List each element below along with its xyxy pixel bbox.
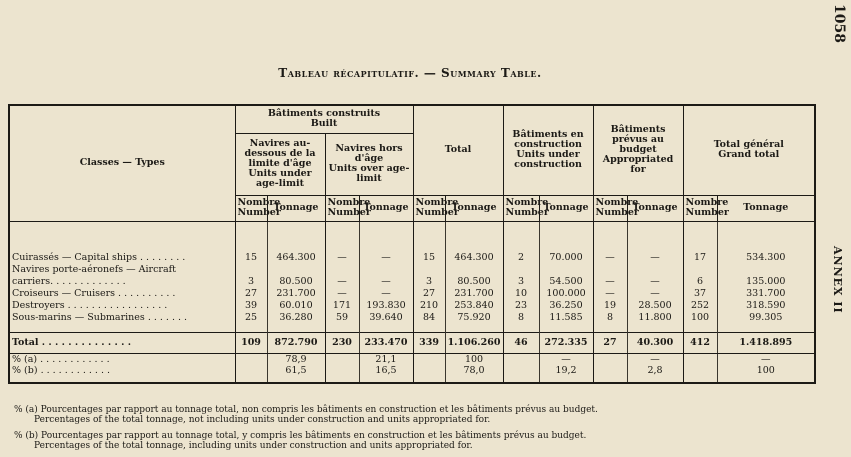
table-cell: 3 [235, 276, 267, 288]
table-cell: — [627, 353, 683, 365]
header-budget-en: Appropriated for [602, 154, 674, 176]
header-construction-en: Units under construction [514, 149, 582, 171]
table-cell: 75.920 [445, 312, 503, 324]
table-cell [325, 264, 359, 276]
subheader-number-label: Number [415, 207, 459, 218]
table-cell: 27 [235, 288, 267, 300]
spacer-cell [235, 324, 267, 333]
table-cell: — [593, 252, 627, 264]
spacer-cell [627, 324, 683, 333]
table-cell: 1.106.260 [445, 332, 503, 353]
spacer-cell [413, 376, 445, 383]
spacer-cell [539, 324, 593, 333]
row-label [9, 276, 235, 288]
table-cell: 16,5 [359, 365, 413, 376]
header-built-fr: Bâtiments construits [267, 108, 381, 120]
subheader-tonnage: Tonnage [717, 195, 815, 221]
footnote-b-fr: % (b) Pourcentages par rapport au tonnage total, y compris les bâtiments en construction et les bâtiments prévus au budget. [14, 431, 587, 441]
table-cell: 70.000 [539, 252, 593, 264]
table-cell: 15 [235, 252, 267, 264]
table-cell [503, 365, 539, 376]
spacer-cell [717, 221, 815, 252]
row-label [9, 332, 235, 353]
table-cell: 19,2 [539, 365, 593, 376]
table-cell [235, 353, 267, 365]
header-grand-fr: Total général [713, 139, 784, 151]
header-under-age-fr: Navires au-dessous de la limite d'âge [244, 138, 316, 169]
header-classes: Classes — Types [9, 105, 235, 221]
table-cell: — [325, 252, 359, 264]
table-cell: 135.000 [717, 276, 815, 288]
table-cell [413, 353, 445, 365]
table-cell: 61,5 [267, 365, 325, 376]
table-cell: — [325, 276, 359, 288]
subheader-number [325, 195, 371, 221]
header-construction-fr: Bâtiments en construction [512, 129, 584, 151]
table-cell: 3 [413, 276, 445, 288]
table-cell [503, 353, 539, 365]
spacer-cell [503, 376, 539, 383]
row-label-text: Total [12, 336, 39, 348]
table-cell: 412 [683, 332, 717, 353]
table-cell: 534.300 [717, 252, 815, 264]
spacer-cell [503, 324, 539, 333]
spacer-cell [445, 376, 503, 383]
table-row [9, 353, 815, 365]
footnote-a-en: Percentages of the total tonnage, not including units under construction and units appropriated for. [34, 415, 491, 425]
header-grand-total [683, 105, 815, 195]
subheader-nombre-label: Nombre [327, 197, 371, 208]
row-label-leader: . . . . . . . . [137, 251, 186, 263]
table-cell [683, 365, 717, 376]
subheader-nombre-label: Nombre [685, 197, 729, 208]
annex-label: ANNEX II [831, 246, 844, 314]
header-construction [503, 105, 593, 195]
spacer-cell [539, 376, 593, 383]
row-label-leader: . . . . . . . [144, 311, 188, 323]
subheader-tonnage: Tonnage [627, 195, 683, 221]
subheader-number [503, 195, 549, 221]
subheader-number [593, 195, 639, 221]
table-cell: 210 [413, 300, 445, 312]
spacer-cell [717, 324, 815, 333]
header-over-age-en: Units over age-limit [328, 163, 410, 184]
table-cell: 78,0 [445, 365, 503, 376]
table-cell [683, 264, 717, 276]
spacer-cell [235, 221, 267, 252]
table-cell [539, 264, 593, 276]
table-cell: — [627, 276, 683, 288]
table-cell [593, 353, 627, 365]
table-cell: 10 [503, 288, 539, 300]
table-cell: 252 [683, 300, 717, 312]
table-cell: 253.840 [445, 300, 503, 312]
subheader-number-label: Number [237, 207, 281, 218]
spacer-cell [267, 221, 325, 252]
footnote-a-fr: % (a) Pourcentages par rapport au tonnage total, non compris les bâtiments en construction et les bâtiments prévus au budget. [14, 405, 598, 415]
row-label-leader: . . . . . . . . . . . . . . . . . [64, 299, 168, 311]
spacer-cell [445, 221, 503, 252]
spacer-cell [627, 221, 683, 252]
table-cell: 171 [325, 300, 359, 312]
table-cell: 27 [593, 332, 627, 353]
spacer-cell [9, 221, 235, 252]
row-label-text: Sous-marins — Submarines [12, 311, 145, 323]
table-cell: 464.300 [267, 252, 325, 264]
table-cell: 100 [445, 353, 503, 365]
table-cell [325, 353, 359, 365]
table-cell [413, 365, 445, 376]
table-row [9, 288, 815, 300]
table-cell: 6 [683, 276, 717, 288]
subheader-tonnage: Tonnage [359, 195, 413, 221]
footnote-b-en: Percentages of the total tonnage, including units under construction and units appropriated for. [34, 441, 473, 451]
table-cell: 331.700 [717, 288, 815, 300]
table-cell: 21,1 [359, 353, 413, 365]
table-row [9, 264, 815, 276]
footnote-a [14, 405, 814, 425]
table-cell: 37 [683, 288, 717, 300]
footnotes [14, 405, 814, 457]
table-cell: 23 [503, 300, 539, 312]
table-cell [503, 264, 539, 276]
table-cell: 36.250 [539, 300, 593, 312]
table-row [9, 252, 815, 264]
table-cell: 99.305 [717, 312, 815, 324]
table-cell [267, 264, 325, 276]
table-cell: — [539, 353, 593, 365]
subheader-number [413, 195, 459, 221]
table-cell [717, 264, 815, 276]
spacer-cell [593, 324, 627, 333]
subheader-tonnage: Tonnage [539, 195, 593, 221]
spacer-cell [683, 376, 717, 383]
header-under-age [235, 133, 325, 195]
table-cell: 872.790 [267, 332, 325, 353]
header-budget [593, 105, 683, 195]
subheader-nombre-label: Nombre [595, 197, 639, 208]
row-label [9, 288, 235, 300]
row-label-text: Destroyers [12, 299, 65, 311]
header-grand-en: Grand total [718, 149, 780, 161]
subheader-number-label: Number [595, 207, 639, 218]
row-label-text: % (b) [12, 364, 38, 376]
spacer-cell [539, 221, 593, 252]
table-cell: 1.418.895 [717, 332, 815, 353]
subheader-number [235, 195, 281, 221]
spacer-row [9, 221, 815, 252]
table-title: Tableau récapitulatif. — Summary Table. [278, 66, 542, 80]
row-label-leader: . . . . . . . . . . . . . [50, 275, 126, 287]
table-cell: 40.300 [627, 332, 683, 353]
spacer-cell [593, 376, 627, 383]
row-label [9, 264, 235, 276]
table-cell: 231.700 [445, 288, 503, 300]
table-cell: 11.585 [539, 312, 593, 324]
table-cell [235, 365, 267, 376]
header-over-age-fr: Navires hors d'âge [335, 143, 403, 164]
table-cell: 8 [593, 312, 627, 324]
row-label [9, 300, 235, 312]
spacer-cell [627, 376, 683, 383]
table-cell: — [325, 288, 359, 300]
table-cell: 109 [235, 332, 267, 353]
table-cell: — [593, 276, 627, 288]
table-cell: 59 [325, 312, 359, 324]
table-cell: 339 [413, 332, 445, 353]
header-built-en: Built [310, 118, 338, 130]
table-cell: 2,8 [627, 365, 683, 376]
table-cell: 36.280 [267, 312, 325, 324]
spacer-cell [413, 221, 445, 252]
spacer-row [9, 376, 815, 383]
table-cell: 8 [503, 312, 539, 324]
table-row [9, 276, 815, 288]
spacer-cell [717, 376, 815, 383]
spacer-cell [325, 221, 359, 252]
table-row [9, 300, 815, 312]
subheader-tonnage: Tonnage [445, 195, 503, 221]
header-total: Total [413, 105, 503, 195]
table-cell [325, 365, 359, 376]
table-cell: 28.500 [627, 300, 683, 312]
table-cell [683, 353, 717, 365]
table-cell: 39 [235, 300, 267, 312]
table-cell: 60.010 [267, 300, 325, 312]
spacer-cell [267, 376, 325, 383]
table-cell: 100 [717, 365, 815, 376]
subheader-number-label: Number [505, 207, 549, 218]
spacer-cell [235, 376, 267, 383]
spacer-cell [325, 376, 359, 383]
row-label [9, 252, 235, 264]
subheader-nombre-label: Nombre [415, 197, 459, 208]
table-cell [235, 264, 267, 276]
spacer-cell [413, 324, 445, 333]
row-label-text: Cuirassés — Capital ships [12, 251, 137, 263]
table-cell: 233.470 [359, 332, 413, 353]
table-cell: 80.500 [267, 276, 325, 288]
table-cell [413, 264, 445, 276]
header-over-age [325, 133, 413, 195]
table-cell: — [717, 353, 815, 365]
table-cell: 100 [683, 312, 717, 324]
table-cell: 231.700 [267, 288, 325, 300]
table-row [9, 312, 815, 324]
spacer-cell [683, 324, 717, 333]
table-cell: 100.000 [539, 288, 593, 300]
row-label-text: carriers [12, 275, 51, 287]
table-cell: 19 [593, 300, 627, 312]
table-cell [627, 264, 683, 276]
table-cell: — [627, 288, 683, 300]
spacer-cell [503, 221, 539, 252]
table-cell: — [359, 288, 413, 300]
table-cell [593, 264, 627, 276]
row-label-leader: . . . . . . . . . . . . [37, 353, 110, 365]
header-budget-fr: Bâtiments prévus au budget [610, 124, 666, 156]
row-label [9, 312, 235, 324]
table-cell: 464.300 [445, 252, 503, 264]
spacer-cell [359, 221, 413, 252]
subheader-number-label: Number [685, 207, 729, 218]
table-cell: 2 [503, 252, 539, 264]
table-row [9, 365, 815, 376]
spacer-row [9, 324, 815, 333]
subheader-number-label: Number [327, 207, 371, 218]
row-label-text: % (a) [12, 353, 38, 365]
spacer-cell [359, 376, 413, 383]
row-label-text: Navires porte-aéronefs — Aircraft [12, 263, 176, 275]
spacer-cell [445, 324, 503, 333]
table-cell: 25 [235, 312, 267, 324]
table-cell: 272.335 [539, 332, 593, 353]
summary-table [8, 104, 816, 384]
table-cell: 3 [503, 276, 539, 288]
table-cell: 17 [683, 252, 717, 264]
subheader-number [683, 195, 729, 221]
row-label [9, 365, 235, 376]
table-cell: 193.830 [359, 300, 413, 312]
spacer-cell [9, 324, 235, 333]
row-label-leader: . . . . . . . . . . . . [37, 364, 111, 376]
table-cell: — [627, 252, 683, 264]
table-row [9, 332, 815, 353]
table-cell: 318.590 [717, 300, 815, 312]
subheader-nombre-label: Nombre [505, 197, 549, 208]
subheader-tonnage: Tonnage [267, 195, 325, 221]
row-label-leader: . . . . . . . . . . . . . . [38, 336, 132, 348]
table-cell: 27 [413, 288, 445, 300]
table-cell [445, 264, 503, 276]
spacer-cell [267, 324, 325, 333]
table-cell: 46 [503, 332, 539, 353]
spacer-cell [593, 221, 627, 252]
table-cell: 80.500 [445, 276, 503, 288]
table-cell: — [359, 252, 413, 264]
spacer-cell [9, 376, 235, 383]
row-label-leader: . . . . . . . . . . [115, 287, 176, 299]
spacer-cell [325, 324, 359, 333]
table-cell: — [359, 276, 413, 288]
header-under-age-en: Units under age-limit [248, 168, 312, 189]
page-number: 1058 [831, 4, 847, 43]
table-cell: 78,9 [267, 353, 325, 365]
spacer-cell [359, 324, 413, 333]
header-built [235, 105, 413, 133]
footnote-b [14, 431, 814, 451]
row-label [9, 353, 235, 365]
table-cell [359, 264, 413, 276]
table-cell: — [593, 288, 627, 300]
table-cell: 54.500 [539, 276, 593, 288]
table-cell: 11.800 [627, 312, 683, 324]
table-cell [593, 365, 627, 376]
table-cell: 15 [413, 252, 445, 264]
spacer-cell [683, 221, 717, 252]
table-cell: 84 [413, 312, 445, 324]
row-label-text: Croiseurs — Cruisers [12, 287, 116, 299]
subheader-nombre-label: Nombre [237, 197, 281, 208]
table-cell: 230 [325, 332, 359, 353]
table-cell: 39.640 [359, 312, 413, 324]
